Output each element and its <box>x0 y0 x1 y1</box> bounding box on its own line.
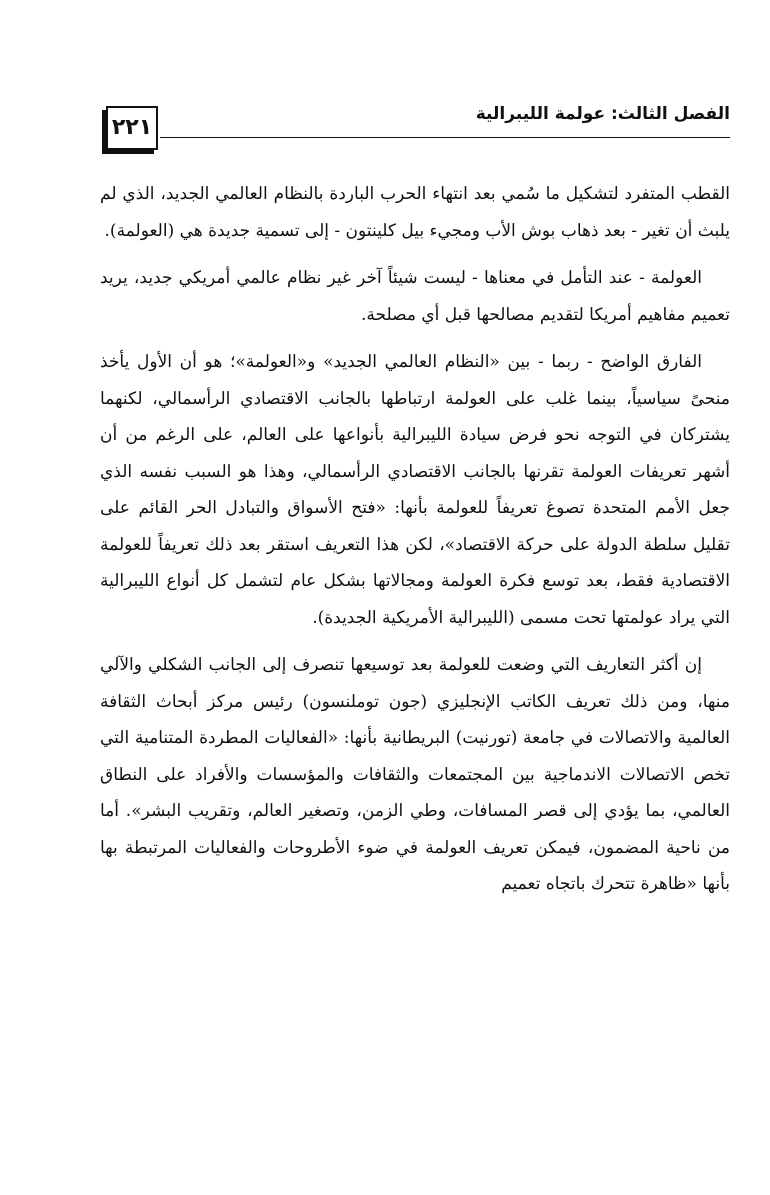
page-number: ٢٢١ <box>106 106 158 150</box>
paragraph-continuation: القطب المتفرد لتشكيل ما سُمي بعد انتهاء الحرب الباردة بالنظام العالمي الجديد، الذي لم يلبث أن تغير - بعد ذهاب بوش الأب ومجيء بيل كلينتون - إلى تسمية جديدة هي (العولمة). <box>100 184 730 241</box>
running-header <box>98 98 730 160</box>
paragraph: الفارق الواضح - ربما - بين «النظام العالمي الجديد» و«العولمة»؛ هو أن الأول يأخذ منحىً سياسياً، بينما غلب على العولمة ارتباطها بالجانب الاقتصادي الرأسمالي، لكنهما يشتركان في التوجه نحو فرض سيادة الليبرالية بأنواعها على العالم، على الرغم من أن أشهر تعريفات العولمة تقرنها بالجانب الاقتصادي الرأسمالي، وهذا هو السبب نفسه الذي جعل الأمم المتحدة تصوغ تعريفاً للعولمة بأنها: «فتح الأسواق والتبادل الحر القائم على تقليل سلطة الدولة على حركة الاقتصاد»، لكن هذا التعريف استقر بعد ذلك تعريفاً للعولمة الاقتصادية فقط، بعد توسع فكرة العولمة ومجالاتها بشكل عام لتشمل كل أنواع الليبرالية التي يراد عولمتها تحت مسمى (الليبرالية الأمريكية الجديدة). <box>100 352 730 628</box>
paragraph: العولمة - عند التأمل في معناها - ليست شيئاً آخر غير نظام عالمي أمريكي جديد، يريد تعميم مفاهيم أمريكا لتقديم مصالحها قبل أي مصلحة. <box>100 268 730 325</box>
body-text <box>100 176 730 1156</box>
chapter-title: الفصل الثالث: عولمة الليبرالية <box>475 104 730 124</box>
header-rule <box>160 137 730 138</box>
paragraph: إن أكثر التعاريف التي وضعت للعولمة بعد توسيعها تنصرف إلى الجانب الشكلي والآلي منها، ومن ذلك تعريف الكاتب الإنجليزي (جون توملنسون) رئيس مركز أبحاث الثقافة العالمية والاتصالات في جامعة (تورنيت) البريطانية بأنها: «الفعاليات المطردة المتنامية التي تخص الاتصالات الاندماجية بين المجتمعات والثقافات والمؤسسات والأفراد على النطاق العالمي، بما يؤدي إلى قصر المسافات، وطي الزمن، وتصغير العالم، وتقريب البشر». أما من ناحية المضمون، فيمكن تعريف العولمة في ضوء الأطروحات والفعاليات المرتبطة بها بأنها «ظاهرة تتحرك باتجاه تعميم <box>100 655 730 894</box>
